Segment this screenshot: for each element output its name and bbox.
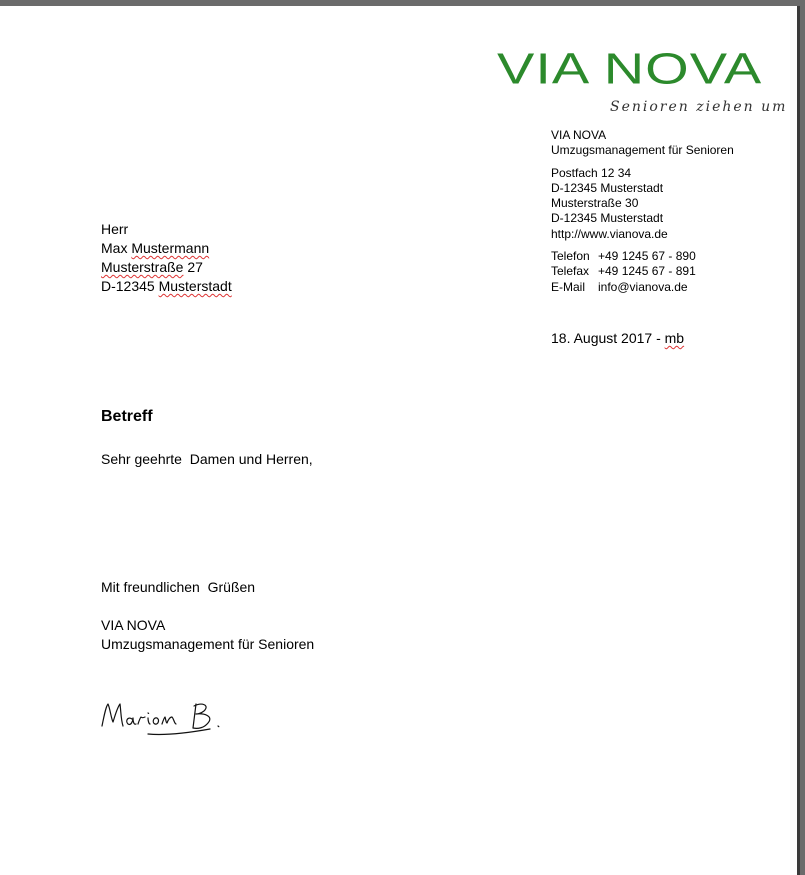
recipient-name	[101, 239, 232, 258]
recipient-zip: D-12345	[101, 278, 155, 294]
email-label: E-Mail	[551, 279, 586, 294]
recipient-last-name: Mustermann	[131, 240, 210, 256]
sender-fax-row	[551, 264, 734, 279]
phone-label: Telefon	[551, 249, 590, 264]
sender-postbox-city: D-12345 Musterstadt	[551, 180, 664, 195]
sender-street-city: D-12345 Musterstadt	[551, 211, 664, 226]
recipient-salutation: Herr	[101, 221, 129, 237]
phone-value: +49 1245 67 - 890	[598, 249, 696, 264]
recipient-first-name: Max	[101, 240, 128, 256]
letter-subject: Betreff	[101, 408, 153, 425]
date-initials: mb	[664, 330, 685, 346]
fax-label: Telefax	[551, 264, 590, 279]
letter-page	[0, 6, 797, 875]
sender-street: Musterstraße 30	[551, 196, 639, 211]
letter-date	[551, 330, 684, 346]
recipient-city-line	[101, 277, 232, 296]
sender-postbox: Postfach 12 34	[551, 165, 632, 180]
sender-subtitle: Umzugsmanagement für Senioren	[551, 143, 734, 158]
recipient-street	[101, 258, 232, 277]
signer-subtitle: Umzugsmanagement für Senioren	[101, 636, 315, 652]
handwritten-signature	[98, 696, 233, 746]
letter-closing: Mit freundlichen Grüßen	[101, 579, 256, 595]
fax-value: +49 1245 67 - 891	[598, 264, 696, 279]
signer-block	[101, 616, 314, 654]
logo-tagline: Senioren ziehen um	[610, 99, 788, 115]
date-text: 18. August 2017 -	[551, 330, 665, 346]
letter-greeting: Sehr geehrte Damen und Herren,	[101, 451, 313, 467]
recipient-street-name: Musterstraße	[101, 259, 184, 275]
recipient-street-no: 27	[187, 259, 203, 275]
sender-phone-row	[551, 249, 734, 264]
company-logo: VIA NOVA	[497, 43, 763, 93]
sender-website: http://www.vianova.de	[551, 226, 668, 241]
recipient-city: Musterstadt	[158, 278, 232, 294]
sender-email-row	[551, 280, 734, 295]
email-value: info@vianova.de	[598, 279, 688, 294]
sender-block	[551, 128, 734, 295]
recipient-address	[101, 220, 232, 296]
sender-company: VIA NOVA	[551, 128, 607, 142]
signer-company: VIA NOVA	[101, 617, 166, 633]
